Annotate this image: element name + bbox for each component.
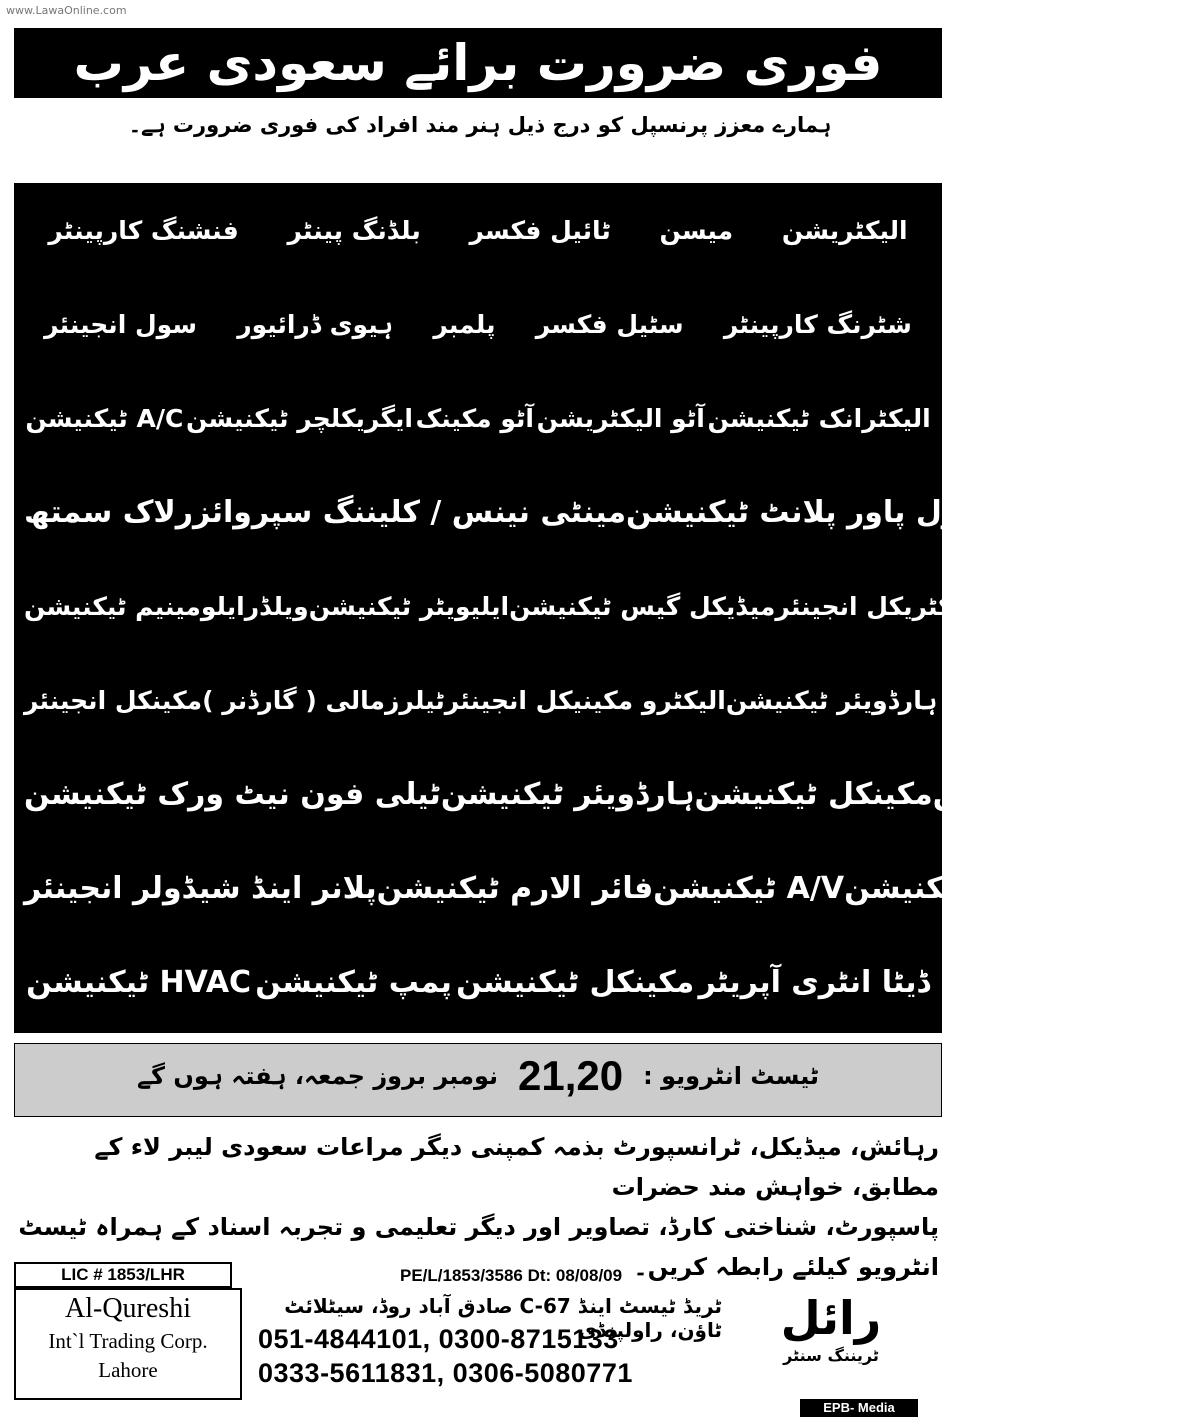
job-title: ایلیویٹر ٹیکنیشن [308,591,510,621]
benefits-line: پاسپورٹ، شناختی کارڈ، تصاویر اور دیگر تعلیمی و تجربہ اسناد کے ہمراہ ٹیسٹ انٹرویو کیلئے رابطہ کریں۔ [18,1213,939,1281]
company-sub: Int`l Trading Corp. [48,1329,208,1353]
license-box: LIC # 1853/LHR [14,1262,232,1288]
job-title: آٹو مکینک [415,403,534,433]
interview-label: ٹیسٹ انٹرویو : [643,1062,820,1090]
phone-line: 0333-5611831, 0306-5080771 [258,1358,633,1388]
job-title: انسٹرومنٹ ٹیکنیشن [844,870,1142,906]
company-box [14,1288,242,1400]
job-row [14,559,981,653]
job-title: پلمبر [433,309,496,339]
job-title: شٹرنگ کارپینٹر [723,309,912,339]
interview-dates: 21,20 [518,1052,624,1099]
job-title: سول انجینئر [44,309,197,339]
watermark: www.LawaOnline.com [6,4,127,17]
job-title: ایلومینیم ٹیکنیشن [24,591,245,621]
job-title: ٹیلی فون نیٹ ورک ٹیکنیشن [24,776,441,812]
job-row [14,183,942,277]
job-title: HVAC ٹیکنیشن [26,964,252,1000]
job-title: لاک سمتھ [24,494,176,530]
job-title: میڈیکل گیس ٹیکنیشن [509,591,776,621]
phone-numbers [258,1322,633,1390]
interview-line [14,1052,942,1100]
job-title: ٹائیل فکسر [469,215,611,245]
address-text: C-67 صادق آباد روڈ، سیٹلائٹ ٹاؤن، راولپنڈی [284,1294,722,1342]
epb-media-tag: EPB- Media [800,1399,918,1417]
job-title: ہارڈویئر ٹیکنیشن [725,685,938,715]
job-title: آٹو الیکٹریشن [536,403,705,433]
interview-days: نومبر بروز جمعہ، ہفتہ ہوں گے [136,1062,499,1090]
job-row [14,935,942,1029]
job-title: میسن [659,215,734,245]
job-title: پمپ ٹیکنیشن [985,494,1182,530]
job-title: سٹیل فکسر [535,309,684,339]
logo-text: رائل [780,1291,882,1345]
company-name: Al-Qureshi [65,1293,191,1324]
job-title: پمپ ٹیکنیشن [255,964,452,1000]
job-title: بلڈنگ پینٹر [287,215,421,245]
training-center-logo [722,1290,940,1390]
company-city: Lahore [98,1358,158,1382]
job-title: الیکٹرانک ٹیکنیشن [707,403,931,433]
job-row [14,277,942,371]
job-title: ہارڈویئر ٹیکنیشن [440,776,695,812]
phone-line: 051-4844101, 0300-8715133 [258,1324,619,1354]
job-title: فائر الارم ٹیکنیشن [376,870,654,906]
job-title: ڈیٹا انٹری آپریٹر [698,964,930,1000]
pe-license: PE/L/1853/3586 Dt: 08/08/09 [400,1266,623,1285]
job-title: الیکٹرو مکینیکل انجینئر [444,685,726,715]
job-title: ٹیلرز [385,685,445,715]
job-title: پلانر اینڈ شیڈولر انجینئر [24,870,377,906]
logo-subtext: ٹریننگ سنٹر [783,1346,879,1365]
address-prefix: ٹریڈ ٹیسٹ اینڈ [577,1294,722,1318]
job-title: مینٹی نینس / کلیننگ سپروائزر [175,494,627,530]
job-title: A/C ٹیکنیشن [25,403,184,433]
page-title: فوری ضرورت برائے سعودی عرب [14,28,942,98]
intro-text: ہمارے معزز پرنسپل کو درج ذیل ہنر مند افراد کی فوری ضرورت ہے۔ [128,113,832,137]
job-title: WTPT ٹیکنیشن [932,776,1163,812]
job-row [14,747,1163,841]
job-title: مکینکل ٹیکنیشن [456,964,695,1000]
job-title: مکینکل ٹیکنیشن [694,776,933,812]
job-title: ڈیزل پاور پلانٹ ٹیکنیشن [626,494,986,530]
job-title: ویلڈر [244,591,309,621]
job-row [14,465,1182,559]
job-title: مکینکل انجینئر [24,685,203,715]
job-grid [14,183,1182,1033]
job-title: الیکٹریشن [781,215,908,245]
job-row [14,841,1142,935]
job-row [14,371,942,465]
benefits-line: رہائش، میڈیکل، ٹرانسپورٹ بذمہ کمپنی دیگر مراعات سعودی لیبر لاء کے مطابق، خواہش مند حضرات [94,1133,939,1201]
job-row [14,653,942,747]
job-title: مالی ( گارڈنر ) [202,685,386,715]
job-title: A/V ٹیکنیشن [653,870,845,906]
job-title: ہیوی ڈرائیور [237,309,394,339]
job-title: فنشنگ کارپینٹر [48,215,239,245]
job-title: ایگریکلچر ٹیکنیشن [186,403,413,433]
job-title: الیکٹریکل انجینئر [775,591,981,621]
